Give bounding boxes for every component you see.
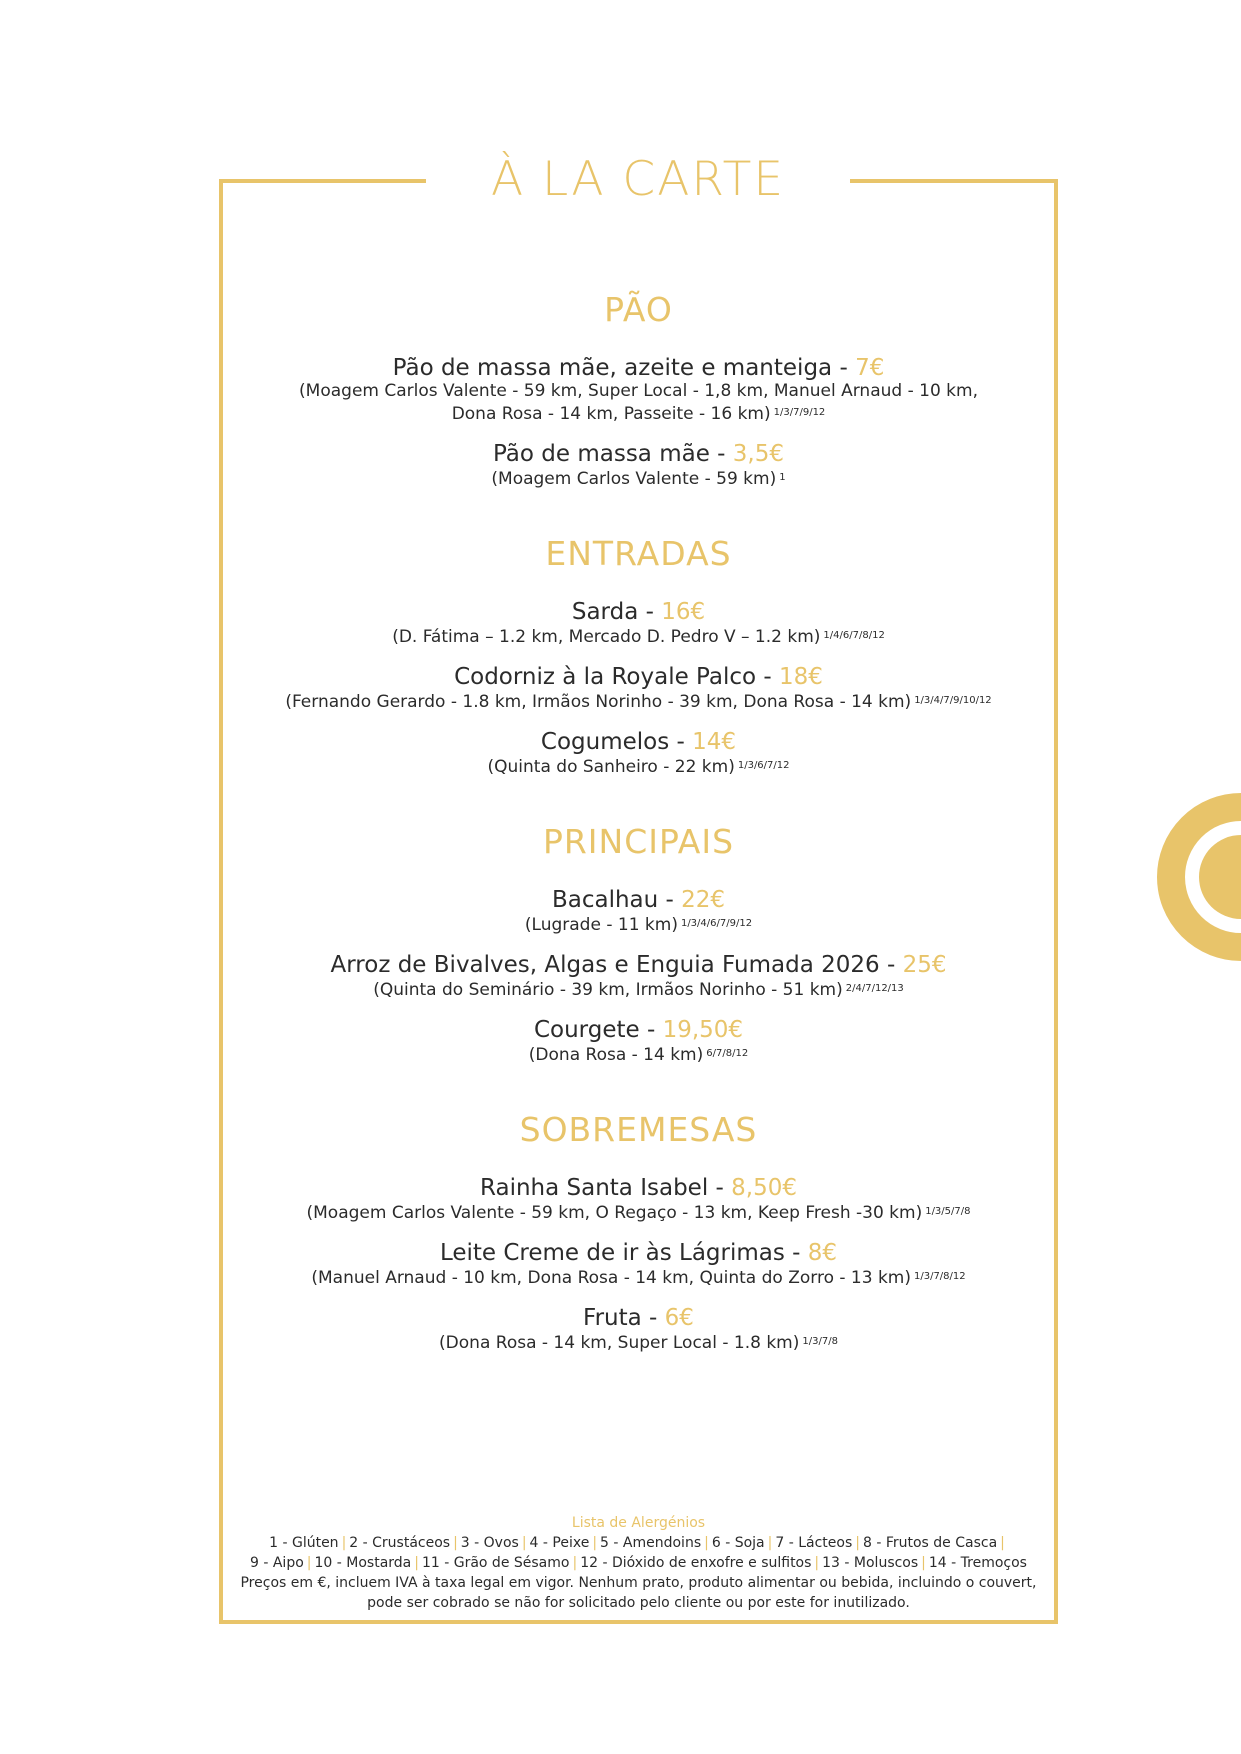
source-text: (Moagem Carlos Valente - 59 km, O Regaço - 13 km, Keep Fresh -30 km): [306, 1203, 923, 1223]
menu-item-price: 25€: [902, 952, 947, 978]
menu-item-name: Leite Creme de ir às Lágrimas: [439, 1240, 785, 1266]
allergen-codes: 1/3/6/7/12: [737, 760, 790, 771]
menu-section: [223, 1110, 1054, 1354]
menu-item-name: Bacalhau: [551, 887, 659, 913]
menu-item-price: 7€: [855, 355, 885, 381]
menu-item: [223, 599, 1054, 648]
menu-item: [223, 664, 1054, 713]
menu-item-source: [223, 1043, 1054, 1066]
menu-section: [223, 290, 1054, 490]
allergen-entry: 7 - Lácteos: [775, 1535, 853, 1551]
source-text: (Lugrade - 11 km): [524, 915, 678, 935]
source-text: (Moagem Carlos Valente - 59 km): [491, 469, 777, 489]
allergen-codes: 1/3/7/9/12: [773, 407, 826, 418]
menu-item: [223, 887, 1054, 936]
price-dash: -: [756, 664, 780, 690]
separator: |: [306, 1555, 312, 1571]
allergen-codes: 1/3/7/8/12: [913, 1271, 966, 1282]
allergen-codes: 1/3/5/7/8: [925, 1206, 971, 1217]
price-dash: -: [658, 887, 682, 913]
section-title: ENTRADAS: [545, 534, 732, 573]
menu-section: [223, 822, 1054, 1066]
source-text: (Dona Rosa - 14 km): [528, 1045, 704, 1065]
menu-item-source: [223, 402, 1054, 425]
price-dash: -: [638, 599, 662, 625]
menu-item-heading: [223, 729, 1054, 755]
allergen-footer: [223, 1513, 1054, 1613]
menu-item-name: Sarda: [571, 599, 639, 625]
menu-item: [223, 952, 1054, 1001]
allergen-codes: 1/3/7/8: [802, 1336, 838, 1347]
allergen-line-2: [223, 1553, 1054, 1573]
allergen-codes: 1: [779, 472, 786, 483]
price-dash: -: [784, 1240, 808, 1266]
menu-item: [223, 1305, 1054, 1354]
menu-item-heading: [223, 887, 1054, 913]
menu-item: [223, 355, 1054, 425]
menu-item-name: Codorniz à la Royale Palco: [454, 664, 757, 690]
allergen-codes: 1/4/6/7/8/12: [823, 630, 885, 641]
source-text: (D. Fátima – 1.2 km, Mercado D. Pedro V – 1.2 km): [392, 627, 821, 647]
allergen-entry: 10 - Mostarda: [314, 1555, 412, 1571]
menu-item-heading: [223, 599, 1054, 625]
menu-item-price: 14€: [692, 729, 737, 755]
menu-item-price: 8€: [807, 1240, 838, 1266]
allergen-entry: 1 - Glúten: [269, 1535, 339, 1551]
separator: |: [592, 1535, 598, 1551]
menu-item-price: 6€: [664, 1305, 694, 1331]
menu-item-source: [223, 755, 1054, 778]
price-notice-1: Preços em €, incluem IVA à taxa legal em vigor. Nenhum prato, produto alimentar ou bebida, incluindo o couvert,: [240, 1575, 1037, 1591]
price-dash: -: [641, 1305, 665, 1331]
separator: |: [704, 1535, 709, 1551]
separator: |: [341, 1535, 347, 1551]
separator: |: [521, 1535, 527, 1551]
allergen-codes: 6/7/8/12: [706, 1048, 749, 1059]
page-title: À LA CARTE: [490, 152, 786, 207]
separator: |: [767, 1535, 773, 1551]
price-dash: -: [879, 952, 903, 978]
allergen-codes: 1/3/4/6/7/9/12: [680, 918, 753, 929]
allergen-codes: 2/4/7/12/13: [845, 983, 904, 994]
menu-item: [223, 1175, 1054, 1224]
allergen-entry: 9 - Aipo: [250, 1555, 304, 1571]
menu-item: [223, 1017, 1054, 1066]
menu-item-price: 3,5€: [732, 441, 785, 467]
section-title: PRINCIPAIS: [542, 822, 735, 861]
menu-item-name: Courgete: [533, 1017, 640, 1043]
allergen-entry: 14 - Tremoços: [928, 1555, 1027, 1571]
separator: |: [572, 1555, 578, 1571]
section-title: SOBREMESAS: [519, 1110, 758, 1149]
menu-item-heading: [223, 1240, 1054, 1266]
source-text: (Dona Rosa - 14 km, Super Local - 1.8 km): [439, 1333, 800, 1353]
menu-item-heading: [223, 1175, 1054, 1201]
source-text: (Fernando Gerardo - 1.8 km, Irmãos Norinho - 39 km, Dona Rosa - 14 km): [285, 692, 912, 712]
menu-item-price: 16€: [661, 599, 706, 625]
menu-section: [223, 534, 1054, 778]
separator: |: [855, 1535, 860, 1551]
price-dash: -: [669, 729, 693, 755]
allergen-list-title: Lista de Alergénios: [571, 1515, 706, 1531]
menu-item-price: 8,50€: [731, 1175, 797, 1201]
allergen-entry: 11 - Grão de Sésamo: [421, 1555, 570, 1571]
price-dash: -: [708, 1175, 732, 1201]
source-text: (Manuel Arnaud - 10 km, Dona Rosa - 14 km, Quinta do Zorro - 13 km): [311, 1268, 911, 1288]
menu-item-name: Arroz de Bivalves, Algas e Enguia Fumada 2026: [330, 952, 880, 978]
price-dash: -: [639, 1017, 663, 1043]
source-text: (Moagem Carlos Valente - 59 km, Super Local - 1,8 km, Manuel Arnaud - 10 km,: [299, 381, 978, 401]
menu-item-heading: [223, 441, 1054, 467]
allergen-entry: 8 - Frutos de Casca: [862, 1535, 998, 1551]
menu-item: [223, 1240, 1054, 1289]
menu-item-price: 19,50€: [662, 1017, 744, 1043]
allergen-line-1: [223, 1533, 1054, 1553]
menu-item-heading: [223, 1305, 1054, 1331]
menu-item-source: [223, 1266, 1054, 1289]
allergen-entry: 13 - Moluscos: [822, 1555, 919, 1571]
menu-item-source: [223, 625, 1054, 648]
menu-item-price: 22€: [681, 887, 726, 913]
allergen-entry: 2 - Crustáceos: [349, 1535, 451, 1551]
price-notice-2: pode ser cobrado se não for solicitado pelo cliente ou por este for inutilizado.: [367, 1595, 910, 1611]
allergen-entry: 4 - Peixe: [529, 1535, 590, 1551]
separator: |: [921, 1555, 926, 1571]
allergen-entry: 12 - Dióxido de enxofre e sulfitos: [580, 1555, 812, 1571]
menu-item-name: Fruta: [583, 1305, 642, 1331]
allergen-entry: 6 - Soja: [711, 1535, 765, 1551]
separator: |: [453, 1535, 458, 1551]
menu-item-name: Cogumelos: [540, 729, 670, 755]
price-dash: -: [709, 441, 733, 467]
separator: |: [414, 1555, 419, 1571]
price-dash: -: [832, 355, 856, 381]
menu-item-source: [223, 913, 1054, 936]
menu-item-heading: [223, 1017, 1054, 1043]
menu-item-source: [223, 978, 1054, 1001]
separator: |: [814, 1555, 820, 1571]
source-text: Dona Rosa - 14 km, Passeite - 16 km): [451, 404, 771, 424]
menu-item: [223, 729, 1054, 778]
source-text: (Quinta do Sanheiro - 22 km): [487, 757, 735, 777]
menu-item-name: Rainha Santa Isabel: [480, 1175, 709, 1201]
allergen-entry: 3 - Ovos: [460, 1535, 519, 1551]
menu-item: [223, 441, 1054, 490]
menu-item-source: [223, 381, 1054, 402]
menu-item-heading: [223, 952, 1054, 978]
menu-item-name: Pão de massa mãe, azeite e manteiga: [392, 355, 833, 381]
menu-item-heading: [223, 355, 1054, 381]
section-title: PÃO: [604, 290, 673, 329]
decorative-circle-icon: [1156, 792, 1241, 962]
allergen-entry: 5 - Amendoins: [600, 1535, 702, 1551]
allergen-codes: 1/3/4/7/9/10/12: [914, 695, 992, 706]
menu-item-price: 18€: [779, 664, 823, 690]
menu-item-source: [223, 467, 1054, 490]
separator: |: [1000, 1535, 1005, 1551]
menu-item-source: [223, 690, 1054, 713]
source-text: (Quinta do Seminário - 39 km, Irmãos Norinho - 51 km): [373, 980, 843, 1000]
menu-content: [223, 290, 1054, 1398]
menu-item-source: [223, 1201, 1054, 1224]
menu-item-heading: [223, 664, 1054, 690]
menu-item-source: [223, 1331, 1054, 1354]
menu-item-name: Pão de massa mãe: [492, 441, 710, 467]
